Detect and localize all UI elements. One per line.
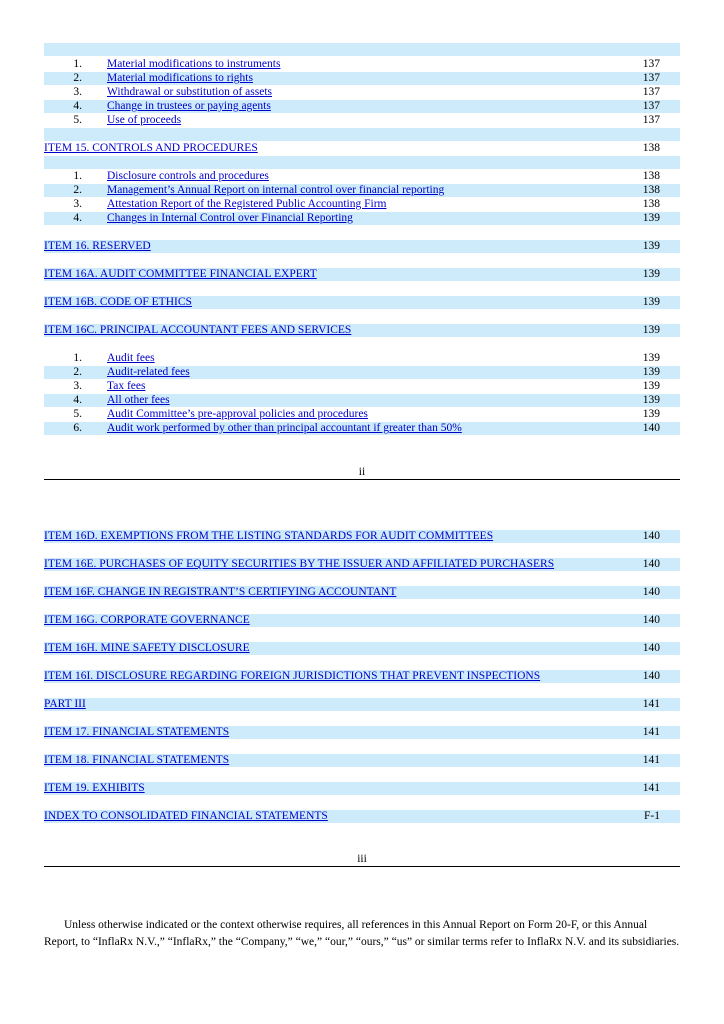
toc-subitem-number: 3. [73, 198, 82, 210]
toc-subitem-row [44, 352, 680, 365]
toc-subitem-row [44, 184, 680, 197]
toc-item-row [44, 296, 680, 309]
toc-subitem-link[interactable]: Change in trustees or paying agents [107, 100, 271, 112]
toc-item-row [44, 324, 680, 337]
toc-subitem-link[interactable]: Audit Committee’s pre-approval policies and procedures [107, 408, 368, 420]
toc-item-link[interactable]: ITEM 16B. CODE OF ETHICS [44, 296, 192, 308]
toc-spacer-row [44, 128, 680, 141]
toc-page-number: 139 [642, 380, 660, 392]
toc-subitem-link[interactable]: Disclosure controls and procedures [107, 170, 269, 182]
toc-item-row [44, 698, 680, 711]
toc-subitem-link[interactable]: Audit-related fees [107, 366, 190, 378]
toc-subitem-number: 4. [73, 394, 82, 406]
toc-page-number: 138 [642, 184, 660, 196]
toc-subitem-link[interactable]: Use of proceeds [107, 114, 182, 126]
toc-subitem-link[interactable]: All other fees [107, 394, 170, 406]
toc-subitem-row [44, 114, 680, 127]
toc-subitem-number: 3. [73, 380, 82, 392]
toc-page-number: 140 [642, 530, 660, 542]
toc-item-row [44, 240, 680, 253]
toc-page-number: 139 [642, 212, 660, 224]
toc-subitem-row [44, 422, 680, 435]
toc-subitem-row [44, 380, 680, 393]
toc-page-number: 139 [642, 268, 660, 280]
intro-paragraph: Unless otherwise indicated or the context otherwise requires, all references in this Annual Report on Form 20-F, or this Annual Report, to “InflaRx N.V.,” “InflaRx,” the “Company,” “we,” “our,” “ours,” “us” or similar terms refer to InflaRx N.V. and its subsidiaries. [44, 919, 680, 948]
toc-page-number: 139 [642, 366, 660, 378]
toc-subitem-row [44, 212, 680, 225]
toc-page-number: 139 [642, 296, 660, 308]
toc-item-row [44, 142, 680, 155]
toc-page-number: 140 [642, 614, 660, 626]
toc-subitem-row [44, 198, 680, 211]
toc-subitem-number: 1. [73, 58, 82, 70]
toc-page-number: 139 [642, 394, 660, 406]
toc-item-link[interactable]: INDEX TO CONSOLIDATED FINANCIAL STATEMENTS [44, 810, 328, 822]
toc-subitem-row [44, 86, 680, 99]
toc-page-number: 137 [642, 86, 660, 98]
toc-page-number: 138 [642, 170, 660, 182]
toc-item-row [44, 268, 680, 281]
toc-subitem-number: 1. [73, 352, 82, 364]
toc-page-number: 137 [642, 58, 660, 70]
toc-item-link[interactable]: ITEM 16E. PURCHASES OF EQUITY SECURITIES BY THE ISSUER AND AFFILIATED PURCHASERS [44, 558, 555, 570]
toc-subitem-number: 5. [73, 114, 82, 126]
toc-page-number: 137 [642, 114, 660, 126]
toc-item-row [44, 642, 680, 655]
toc-item-row [44, 782, 680, 795]
page-folio: ii [358, 466, 366, 478]
toc-item-link[interactable]: ITEM 18. FINANCIAL STATEMENTS [44, 754, 230, 766]
toc-page-number: 140 [642, 422, 660, 434]
toc-page-number: 137 [642, 72, 660, 84]
toc-subitem-number: 1. [73, 170, 82, 182]
toc-item-link[interactable]: ITEM 16. RESERVED [44, 240, 151, 252]
toc-subitem-row [44, 72, 680, 85]
toc-page-number: 140 [642, 586, 660, 598]
toc-item-link[interactable]: ITEM 16I. DISCLOSURE REGARDING FOREIGN JURISDICTIONS THAT PREVENT INSPECTIONS [44, 670, 541, 682]
toc-subitem-link[interactable]: Management’s Annual Report on internal control over financial reporting [107, 184, 445, 196]
toc-item-row [44, 810, 680, 823]
toc-subitem-row [44, 170, 680, 183]
toc-page-number: F-1 [644, 810, 660, 822]
toc-item-row [44, 670, 680, 683]
toc-subitem-row [44, 58, 680, 71]
toc-item-link[interactable]: ITEM 16H. MINE SAFETY DISCLOSURE [44, 642, 250, 654]
toc-page-number: 137 [642, 100, 660, 112]
toc-subitem-link[interactable]: Tax fees [107, 380, 146, 392]
toc-subitem-link[interactable]: Material modifications to rights [107, 72, 253, 84]
toc-subitem-number: 2. [73, 72, 82, 84]
toc-subitem-link[interactable]: Attestation Report of the Registered Public Accounting Firm [107, 198, 387, 210]
toc-item-row [44, 754, 680, 767]
toc-spacer-row [44, 156, 680, 169]
page-folio: iii [357, 853, 367, 865]
toc-item-link[interactable]: ITEM 15. CONTROLS AND PROCEDURES [44, 142, 258, 154]
toc-item-row [44, 614, 680, 627]
toc-page-number: 141 [642, 754, 660, 766]
toc-page-number: 139 [642, 352, 660, 364]
toc-page-number: 141 [642, 698, 660, 710]
toc-page-number: 138 [642, 142, 660, 154]
toc-item-link[interactable]: ITEM 16D. EXEMPTIONS FROM THE LISTING STANDARDS FOR AUDIT COMMITTEES [44, 530, 494, 542]
toc-item-row [44, 530, 680, 543]
toc-subitem-link[interactable]: Audit fees [107, 352, 155, 364]
toc-page-number: 140 [642, 558, 660, 570]
toc-subitem-number: 3. [73, 86, 82, 98]
toc-page-number: 140 [642, 642, 660, 654]
page-break-rule [44, 866, 680, 867]
toc-item-row [44, 726, 680, 739]
toc-subitem-number: 2. [73, 366, 82, 378]
toc-item-link[interactable]: ITEM 17. FINANCIAL STATEMENTS [44, 726, 230, 738]
toc-subitem-link[interactable]: Changes in Internal Control over Financial Reporting [107, 212, 353, 224]
toc-subitem-number: 2. [73, 184, 82, 196]
toc-page-number: 139 [642, 240, 660, 252]
toc-page-number: 140 [642, 670, 660, 682]
toc-page-number: 141 [642, 726, 660, 738]
toc-subitem-link[interactable]: Material modifications to instruments [107, 58, 281, 70]
toc-item-link[interactable]: ITEM 16G. CORPORATE GOVERNANCE [44, 614, 250, 626]
toc-subitem-row [44, 408, 680, 421]
page-break-rule [44, 479, 680, 480]
toc-item-link[interactable]: ITEM 16A. AUDIT COMMITTEE FINANCIAL EXPERT [44, 268, 317, 280]
toc-subitem-row [44, 394, 680, 407]
toc-item-link[interactable]: ITEM 19. EXHIBITS [44, 782, 145, 794]
toc-page-number: 139 [642, 324, 660, 336]
toc-item-row [44, 586, 680, 599]
toc-subitem-number: 4. [73, 212, 82, 224]
toc-page-number: 141 [642, 782, 660, 794]
toc-item-link[interactable]: PART III [44, 698, 86, 710]
toc-subitem-row [44, 100, 680, 113]
toc-subitem-link[interactable]: Withdrawal or substitution of assets [107, 86, 272, 98]
toc-subitem-row [44, 366, 680, 379]
toc-spacer-row [44, 43, 680, 56]
toc-item-link[interactable]: ITEM 16C. PRINCIPAL ACCOUNTANT FEES AND SERVICES [44, 324, 352, 336]
toc-page-number: 138 [642, 198, 660, 210]
toc-item-link[interactable]: ITEM 16F. CHANGE IN REGISTRANT’S CERTIFYING ACCOUNTANT [44, 586, 397, 598]
toc-subitem-link[interactable]: Audit work performed by other than principal accountant if greater than 50% [107, 422, 462, 434]
toc-page-number: 139 [642, 408, 660, 420]
toc-subitem-number: 4. [73, 100, 82, 112]
toc-item-row [44, 558, 680, 571]
toc-subitem-number: 6. [73, 422, 82, 434]
toc-subitem-number: 5. [73, 408, 82, 420]
